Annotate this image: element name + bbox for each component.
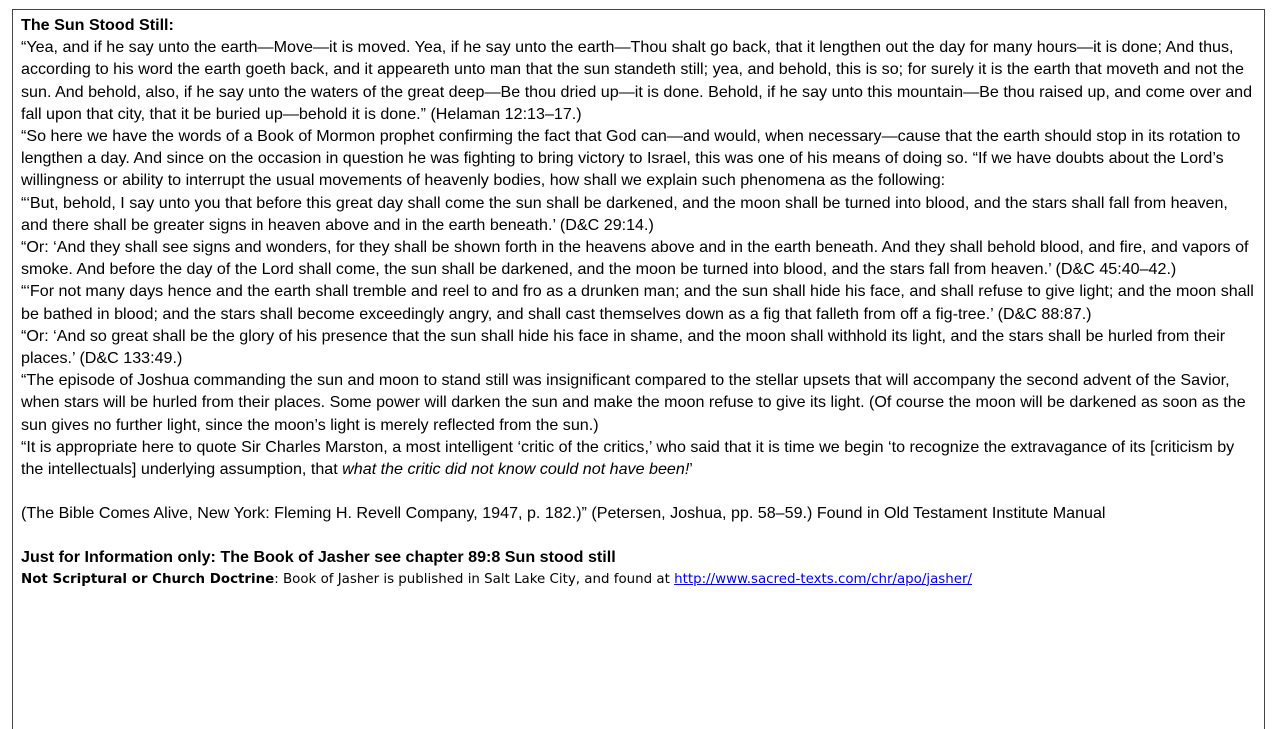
jasher-heading: Just for Information only: The Book of Jasher see chapter 89:8 Sun stood still [21, 548, 616, 567]
document-body [21, 14, 1258, 591]
spacer [21, 480, 1258, 502]
jasher-link[interactable]: http://www.sacred-texts.com/chr/apo/jasher/ [674, 571, 973, 587]
quote-dc-29: “‘But, behold, I say unto you that before this great day shall come the sun shall be darkened, and the moon shall be turned into blood, and the stars shall fall from heaven, and there shall be greater signs in heaven above and in the earth beneath.’ (D&C 29:14.) [21, 193, 1228, 234]
doctrine-note [21, 569, 1258, 591]
paragraph-marston [21, 436, 1258, 480]
document-frame [12, 9, 1265, 729]
marston-end: ’ [689, 460, 693, 479]
paragraph-commentary: “So here we have the words of a Book of Mormon prophet confirming the fact that God can—and would, when necessary—cause that the earth should stop in its rotation to lengthen a day. And since on the occasion in question he was fighting to bring victory to Israel, this was one of his means of doing so. “If we have doubts about the Lord’s willingness or ability to interrupt the usual movements of heavenly bodies, how shall we explain such phenomena as the following: [21, 127, 1241, 190]
quote-dc-88: “‘For not many days hence and the earth shall tremble and reel to and fro as a drunken man; and the sun shall hide his face, and shall refuse to give light; and the moon shall be bathed in blood; and the stars shall become exceedingly angry, and shall cast themselves down as a fig that falleth from off a fig-tree.’ (D&C 88:87.) [21, 282, 1254, 323]
quote-helaman: “Yea, and if he say unto the earth—Move—it is moved. Yea, if he say unto the earth—Thou shalt go back, that it lengthen out the day for many hours—it is done; And thus, according to his word the earth goeth back, and it appeareth unto man that the sun standeth still; yea, and behold, this is so; for surely it is the earth that moveth and not the sun. And behold, also, if he say unto the waters of the great deep—Be thou dried up—it is done. Behold, if he say unto this mountain—Be thou raised up, and come over and fall upon that city, that it be buried up—behold it is done.” (Helaman 12:13–17.) [21, 38, 1253, 123]
marston-text: “It is appropriate here to quote Sir Charles Marston, a most intelligent ‘critic of the critics,’ who said that it is time we begin ‘to recognize the extravagance of its [criticism by the intellectuals] underlying assumption, that [21, 437, 1235, 479]
paragraph-joshua-episode: “The episode of Joshua commanding the sun and moon to stand still was insignificant compared to the stellar upsets that will accompany the second advent of the Savior, when stars will be hurled from their places. Some power will darken the sun and make the moon refuse to give its light. (Of course the moon will be darkened as soon as the sun gives no further light, since the moon’s light is merely reflected from the sun.) [21, 371, 1246, 434]
quote-dc-45: “Or: ‘And they shall see signs and wonders, for they shall be shown forth in the heavens above and in the earth beneath. And they shall behold blood, and fire, and vapors of smoke. And before the day of the Lord shall come, the sun shall be darkened, and the moon be turned into blood, and the stars fall from heaven.’ (D&C 45:40–42.) [21, 238, 1249, 279]
note-text: : Book of Jasher is published in Salt Lake City, and found at [274, 571, 675, 587]
page-title: The Sun Stood Still: [21, 16, 174, 34]
quote-dc-133: “Or: ‘And so great shall be the glory of his presence that the sun shall hide his face in shame, and the moon shall withhold its light, and the stars shall be hurled from their places.’ (D&C 133:49.) [21, 326, 1226, 368]
note-label: Not Scriptural or Church Doctrine [21, 571, 275, 587]
spacer [21, 524, 1258, 546]
marston-italic: what the critic did not know could not have been! [342, 460, 690, 479]
citation: (The Bible Comes Alive, New York: Fleming H. Revell Company, 1947, p. 182.)” (Petersen, Joshua, pp. 58–59.) Found in Old Testament Institute Manual [21, 504, 1106, 523]
